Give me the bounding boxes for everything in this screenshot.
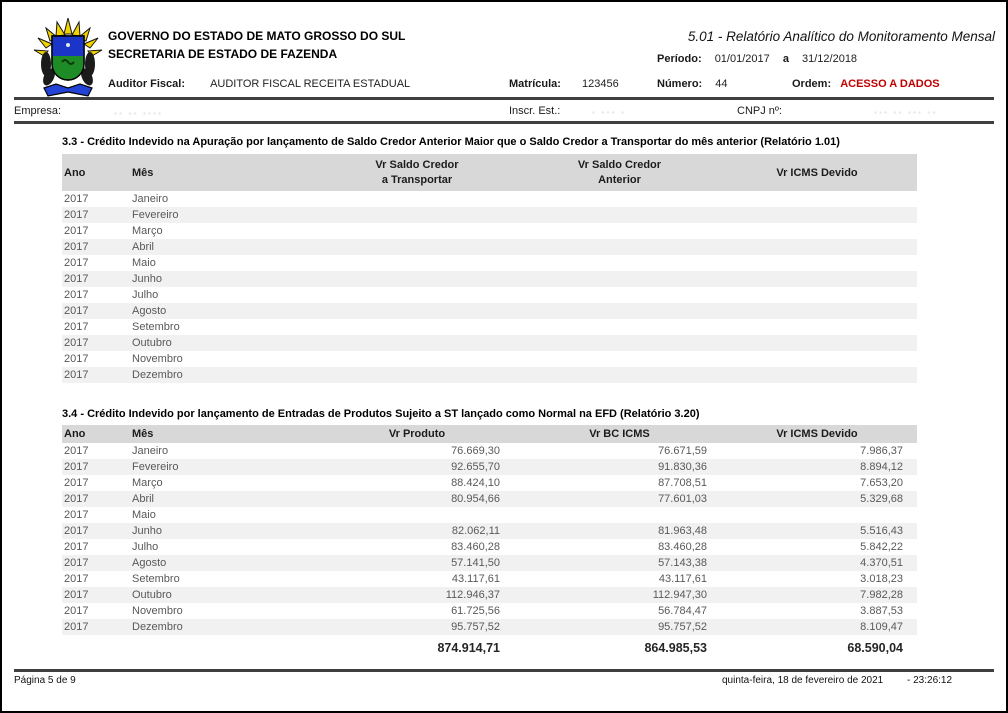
cell: 57.143,38	[522, 555, 717, 571]
cell: Março	[132, 477, 163, 489]
cell: 83.460,28	[658, 541, 707, 553]
cell: 2017	[64, 445, 89, 457]
cell: Julho	[132, 541, 159, 553]
cell: 2017	[62, 587, 132, 603]
cell: 2017	[64, 257, 89, 269]
matricula-row	[509, 78, 619, 90]
cnpj-label: CNPJ nº:	[737, 105, 782, 117]
table-row	[62, 239, 917, 255]
cell	[522, 191, 717, 207]
cell	[312, 223, 522, 239]
cell: 2017	[62, 239, 132, 255]
cell	[312, 287, 522, 303]
table-3-3-body	[62, 191, 917, 383]
cell: 3.018,23	[860, 573, 903, 585]
cnpj-value-redacted: ··· ·· ··· ··	[874, 107, 938, 117]
cell: 2017	[62, 303, 132, 319]
col-saldo-anterior-line2: Anterior	[598, 173, 641, 186]
col-ano: Ano	[62, 154, 132, 191]
col-saldo-transportar-line2: a Transportar	[381, 173, 453, 186]
cell: 83.460,28	[451, 541, 500, 553]
cell	[312, 239, 522, 255]
cell: 5.842,22	[860, 541, 903, 553]
cell	[717, 239, 917, 255]
totals-row	[62, 635, 917, 660]
table-row	[62, 491, 917, 507]
table-row	[62, 351, 917, 367]
cell	[312, 191, 522, 207]
cell: 57.141,50	[312, 555, 522, 571]
cell: 5.516,43	[717, 523, 917, 539]
cell: 2017	[62, 367, 132, 383]
table-row	[62, 619, 917, 635]
table-row	[62, 459, 917, 475]
cell: 2017	[64, 509, 89, 521]
auditor-row	[108, 78, 410, 90]
cell: 82.062,11	[312, 523, 522, 539]
section-3-4-title: 3.4 - Crédito Indevido por lançamento de Entradas de Produtos Sujeito a ST lançado como Normal na EFD (Relatório 3.20)	[62, 408, 700, 420]
table-row	[62, 603, 917, 619]
cell: 91.830,36	[522, 459, 717, 475]
gov-line1: GOVERNO DO ESTADO DE MATO GROSSO DO SUL	[108, 29, 406, 43]
auditor-value: AUDITOR FISCAL RECEITA ESTADUAL	[210, 78, 411, 90]
cell	[522, 287, 717, 303]
cell	[717, 255, 917, 271]
table-3-3-header	[62, 154, 917, 191]
table-row	[62, 571, 917, 587]
col-mes: Mês	[132, 154, 312, 191]
table-3-3	[62, 154, 917, 383]
cell	[312, 507, 522, 523]
cell	[717, 335, 917, 351]
matricula-label: Matrícula:	[509, 78, 561, 90]
cell: 2017	[62, 523, 132, 539]
header-divider	[14, 97, 994, 100]
table-row	[62, 319, 917, 335]
total-vr-bc-icms: 864.985,53	[522, 635, 717, 660]
cell: Novembro	[132, 353, 183, 365]
cell	[717, 367, 917, 383]
cell: 43.117,61	[658, 573, 707, 585]
cell: 2017	[64, 605, 89, 617]
numero-value: 44	[715, 78, 728, 90]
cell: 76.669,30	[451, 445, 500, 457]
cell: 2017	[64, 225, 89, 237]
cell	[312, 303, 522, 319]
cell: 2017	[62, 619, 132, 635]
cell: Dezembro	[132, 619, 312, 635]
numero-label: Número:	[657, 78, 703, 90]
periodo-a: a	[782, 53, 789, 65]
table-3-4	[62, 425, 917, 660]
numero-row	[657, 78, 728, 90]
cell: 2017	[62, 491, 132, 507]
cell: Março	[132, 225, 163, 237]
col-saldo-transportar-line1: Vr Saldo Credor	[375, 158, 459, 171]
cell	[522, 303, 717, 319]
cell: Abril	[132, 239, 312, 255]
cell: 95.757,52	[312, 619, 522, 635]
cell: 2017	[64, 289, 89, 301]
cell: Junho	[132, 523, 312, 539]
col-vr-produto: Vr Produto	[312, 425, 522, 443]
cell: 2017	[62, 335, 132, 351]
footer-date: quinta-feira, 18 de fevereiro de 2021	[722, 675, 884, 686]
col-icms-devido: Vr ICMS Devido	[717, 154, 917, 191]
cell: Maio	[132, 257, 156, 269]
gov-line2: SECRETARIA DE ESTADO DE FAZENDA	[108, 47, 338, 61]
cell	[717, 223, 917, 239]
cell: Setembro	[132, 321, 180, 333]
cell	[522, 507, 717, 523]
table-row	[62, 287, 917, 303]
col-saldo-anterior-line1: Vr Saldo Credor	[577, 158, 662, 171]
section-3-3-title: 3.3 - Crédito Indevido na Apuração por lançamento de Saldo Credor Anterior Maior que o Saldo Credor a Transportar do mês anterior (Relatório 1.01)	[62, 136, 840, 148]
cell: 2017	[62, 207, 132, 223]
table-row	[62, 271, 917, 287]
ordem-row	[792, 78, 940, 90]
cell: Setembro	[132, 573, 180, 585]
cell: 61.725,56	[451, 605, 500, 617]
cell: 112.947,30	[522, 587, 717, 603]
table-row	[62, 255, 917, 271]
footer-time: - 23:26:12	[907, 675, 953, 686]
cell: 43.117,61	[451, 573, 500, 585]
cell: 95.757,52	[522, 619, 717, 635]
cell	[522, 255, 717, 271]
inscr-value-redacted: · ··· ·	[592, 107, 626, 117]
cell: 80.954,66	[312, 491, 522, 507]
cell	[312, 319, 522, 335]
cell: 2017	[64, 477, 89, 489]
cell: 112.946,37	[312, 587, 522, 603]
table-3-4-body	[62, 443, 917, 635]
cell	[522, 207, 717, 223]
col-saldo-transportar	[312, 154, 522, 191]
table-row	[62, 223, 917, 239]
cell: 4.370,51	[717, 555, 917, 571]
col-saldo-anterior	[522, 154, 717, 191]
cell: 76.671,59	[658, 445, 707, 457]
table-3-4-header	[62, 425, 917, 443]
cell: Fevereiro	[132, 459, 312, 475]
cell: 2017	[62, 555, 132, 571]
cell: 77.601,03	[522, 491, 717, 507]
col-ano: Ano	[62, 425, 132, 443]
cell: 8.109,47	[717, 619, 917, 635]
cell	[717, 287, 917, 303]
report-title: 5.01 - Relatório Analítico do Monitoramento Mensal	[687, 29, 995, 44]
cell: 7.986,37	[860, 445, 903, 457]
cell: 8.894,12	[717, 459, 917, 475]
state-crest-logo	[32, 18, 104, 104]
table-row	[62, 191, 917, 207]
cell: 2017	[62, 459, 132, 475]
cell	[717, 507, 917, 523]
cell	[717, 351, 917, 367]
cell: Agosto	[132, 303, 312, 319]
cell: 2017	[64, 541, 89, 553]
cell: Janeiro	[132, 445, 169, 457]
cell: 7.982,28	[717, 587, 917, 603]
periodo-label: Período:	[657, 53, 702, 65]
cell: 2017	[64, 573, 89, 585]
cell	[312, 207, 522, 223]
col-icms-devido: Vr ICMS Devido	[717, 425, 917, 443]
cell: 3.887,53	[860, 605, 903, 617]
cell	[717, 191, 917, 207]
cell	[717, 207, 917, 223]
cell	[312, 255, 522, 271]
table-row	[62, 443, 917, 459]
page-number: Página 5 de 9	[14, 675, 76, 686]
cell: 2017	[64, 193, 89, 205]
company-bar	[2, 105, 1006, 120]
table-row	[62, 539, 917, 555]
cell: Novembro	[132, 605, 183, 617]
cell: Maio	[132, 509, 156, 521]
cell: 81.963,48	[522, 523, 717, 539]
table-row	[62, 555, 917, 571]
cell	[312, 367, 522, 383]
cell: 87.708,51	[658, 477, 707, 489]
cell	[717, 319, 917, 335]
cell	[522, 271, 717, 287]
empresa-label: Empresa:	[14, 105, 62, 117]
ordem-label: Ordem:	[792, 78, 832, 90]
total-vr-produto: 874.914,71	[312, 635, 522, 660]
footer-divider	[14, 669, 994, 672]
government-header	[108, 27, 405, 63]
cell: 92.655,70	[312, 459, 522, 475]
cell	[312, 335, 522, 351]
cell: Outubro	[132, 587, 312, 603]
cell	[312, 271, 522, 287]
totals-empty	[62, 635, 132, 660]
periodo-to: 31/12/2018	[802, 53, 858, 65]
cell	[522, 319, 717, 335]
cell	[522, 367, 717, 383]
col-mes: Mês	[132, 425, 312, 443]
cell: Julho	[132, 289, 159, 301]
cell	[522, 223, 717, 239]
periodo-from: 01/01/2017	[714, 53, 770, 65]
cell	[522, 351, 717, 367]
cell	[717, 271, 917, 287]
table-row	[62, 523, 917, 539]
cell: 2017	[64, 353, 89, 365]
cell	[522, 239, 717, 255]
periodo-row	[657, 53, 857, 65]
cell	[522, 335, 717, 351]
col-vr-bc-icms: Vr BC ICMS	[522, 425, 717, 443]
cell	[312, 351, 522, 367]
cell	[717, 303, 917, 319]
cell: Dezembro	[132, 367, 312, 383]
inscr-label: Inscr. Est.:	[509, 105, 561, 117]
auditor-label: Auditor Fiscal:	[108, 78, 186, 90]
cell: 56.784,47	[658, 605, 707, 617]
cell: 5.329,68	[717, 491, 917, 507]
cell: 88.424,10	[451, 477, 500, 489]
cell: Abril	[132, 491, 312, 507]
totals-empty	[132, 635, 312, 660]
table-row	[62, 507, 917, 523]
ordem-value: ACESSO A DADOS	[840, 78, 940, 90]
matricula-value: 123456	[582, 78, 619, 90]
cell: Janeiro	[132, 193, 169, 205]
table-row	[62, 335, 917, 351]
table-row	[62, 367, 917, 383]
empresa-value-redacted: ·· ·· ····	[114, 108, 163, 118]
cell: 2017	[64, 321, 89, 333]
cell: Junho	[132, 271, 312, 287]
table-row	[62, 587, 917, 603]
cell: Fevereiro	[132, 207, 312, 223]
cell: Outubro	[132, 335, 312, 351]
total-icms-devido: 68.590,04	[717, 635, 917, 660]
cell: Agosto	[132, 555, 312, 571]
cell: 2017	[62, 271, 132, 287]
table-row	[62, 303, 917, 319]
cell: 7.653,20	[860, 477, 903, 489]
table-row	[62, 475, 917, 491]
table-row	[62, 207, 917, 223]
company-divider	[14, 121, 994, 124]
